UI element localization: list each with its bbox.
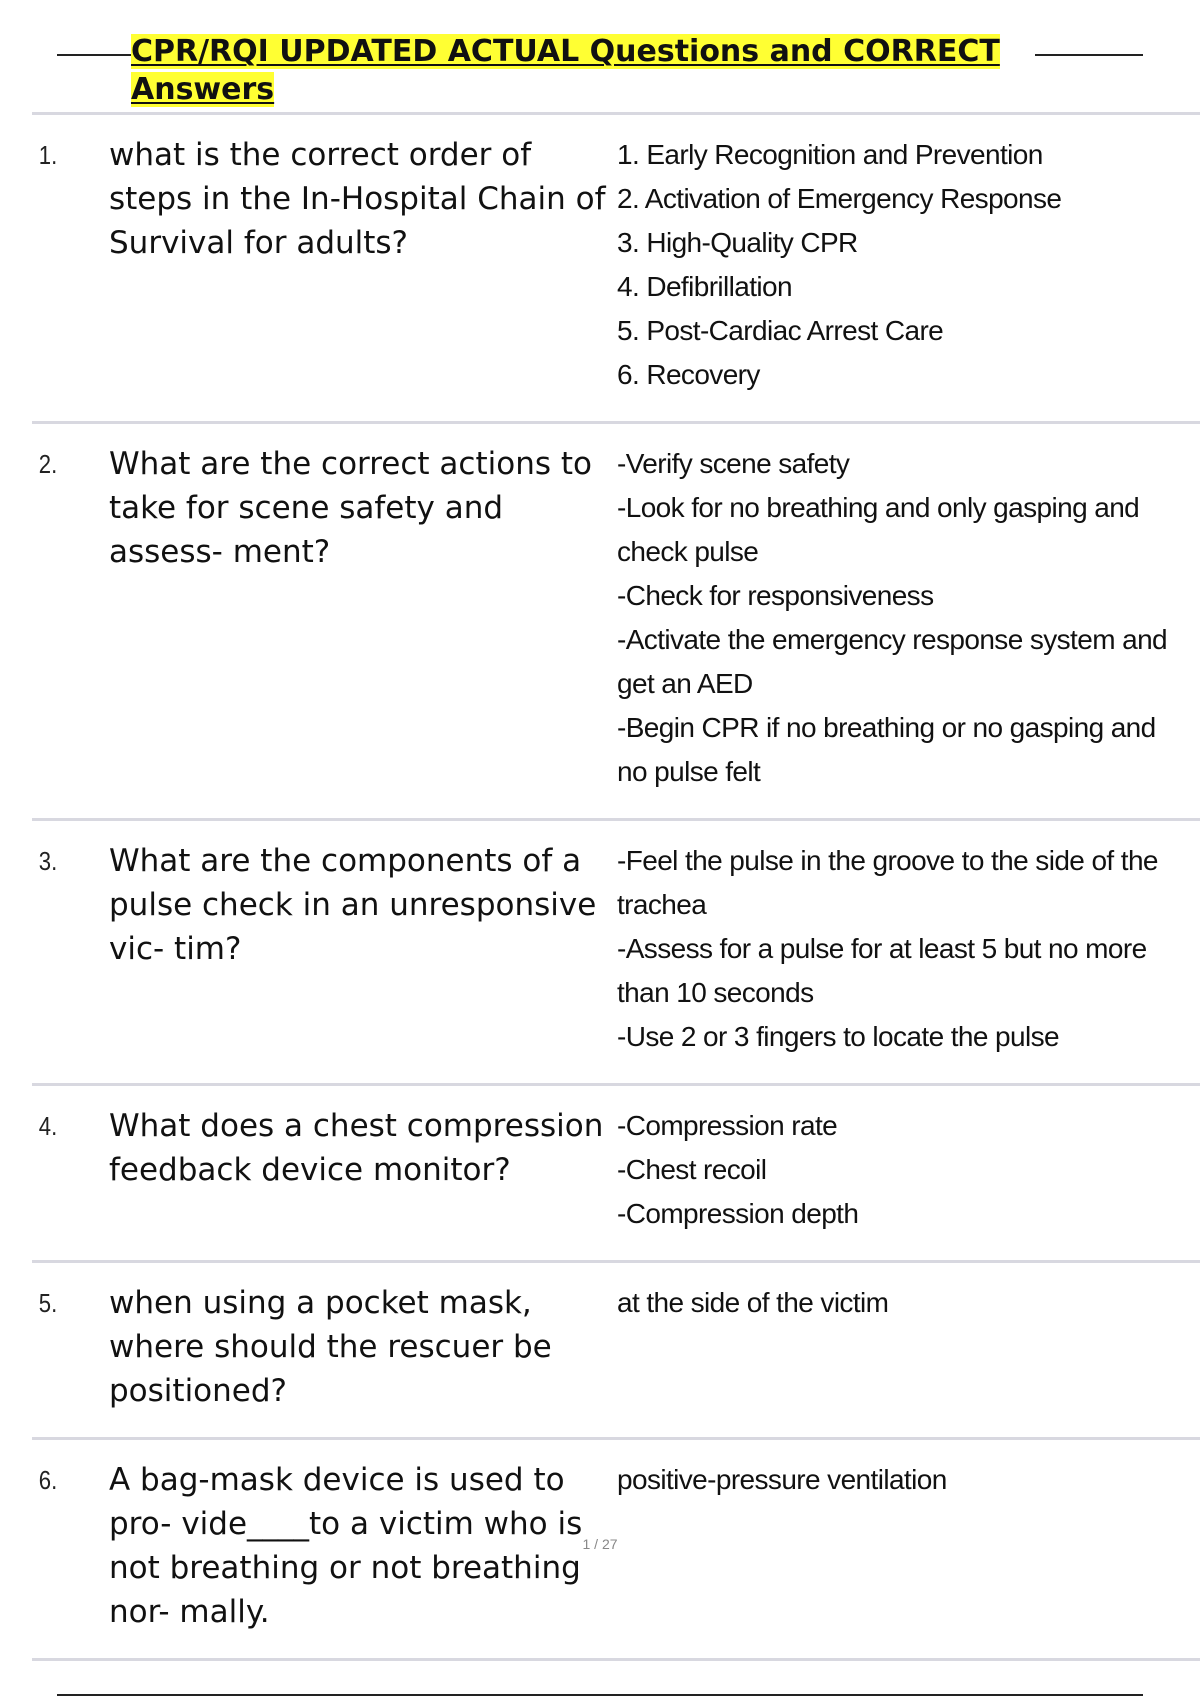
answer-line: 4. Defibrillation [617,271,792,302]
qa-number: 1. [38,140,58,170]
qa-question: What are the correct actions to take for scene safety and assess- ment? [109,446,592,570]
qa-question: when using a pocket mask, where should the rescuer be positioned? [109,1285,552,1409]
qa-number: 5. [38,1288,58,1318]
answer-line: -Begin CPR if no breathing or no gasping and no pulse felt [617,712,1156,787]
qa-item [32,821,1200,1086]
page-indicator: 1 / 27 [582,1536,618,1552]
answer-line: -Feel the pulse in the groove to the side of the trachea [617,845,1158,920]
answer-line: -Use 2 or 3 fingers to locate the pulse [617,1021,1059,1052]
qa-number: 4. [38,1111,58,1141]
answer-line: -Check for responsiveness [617,580,934,611]
answer-line: -Look for no breathing and only gasping and check pulse [617,492,1140,567]
answer-line: -Verify scene safety [617,448,850,479]
document-title: CPR/RQI UPDATED ACTUAL Questions and CORRECT Answers [131,34,1000,107]
answer-line: -Chest recoil [617,1154,767,1185]
answer-line: -Compression rate [617,1110,838,1141]
qa-question: A bag-mask device is used to pro- vide____to a victim who is not breathing or not breathing nor- mally. [109,1462,583,1630]
qa-answer [617,1104,1177,1236]
qa-answer [617,442,1177,794]
qa-question: What are the components of a pulse check in an unresponsive vic- tim? [109,843,597,967]
qa-number: 3. [38,846,58,876]
answer-line: 1. Early Recognition and Prevention [617,139,1043,170]
qa-answer [617,133,1177,397]
answer-line: positive-pressure ventilation [617,1464,947,1495]
qa-item [32,424,1200,821]
answer-line: at the side of the victim [617,1287,889,1318]
qa-item [32,115,1200,424]
answer-line: 6. Recovery [617,359,760,390]
footer-rule [57,1694,1143,1696]
answer-line: 2. Activation of Emergency Response [617,183,1062,214]
answer-line: 5. Post-Cardiac Arrest Care [617,315,944,346]
qa-item [32,1263,1200,1440]
answer-line: 3. High-Quality CPR [617,227,858,258]
qa-answer [617,839,1177,1059]
qa-number: 6. [38,1465,58,1495]
qa-answer [617,1281,1177,1413]
answer-line: -Assess for a pulse for at least 5 but no more than 10 seconds [617,933,1147,1008]
qa-list [32,112,1200,1661]
answer-line: -Activate the emergency response system and get an AED [617,624,1168,699]
header-rule-right [1035,54,1143,56]
qa-question: what is the correct order of steps in the In-Hospital Chain of Survival for adults? [109,137,606,261]
qa-question: What does a chest compression feedback device monitor? [109,1108,604,1188]
header-rule-left [57,54,135,56]
qa-item [32,1086,1200,1263]
qa-number: 2. [38,449,58,479]
answer-line: -Compression depth [617,1198,859,1229]
